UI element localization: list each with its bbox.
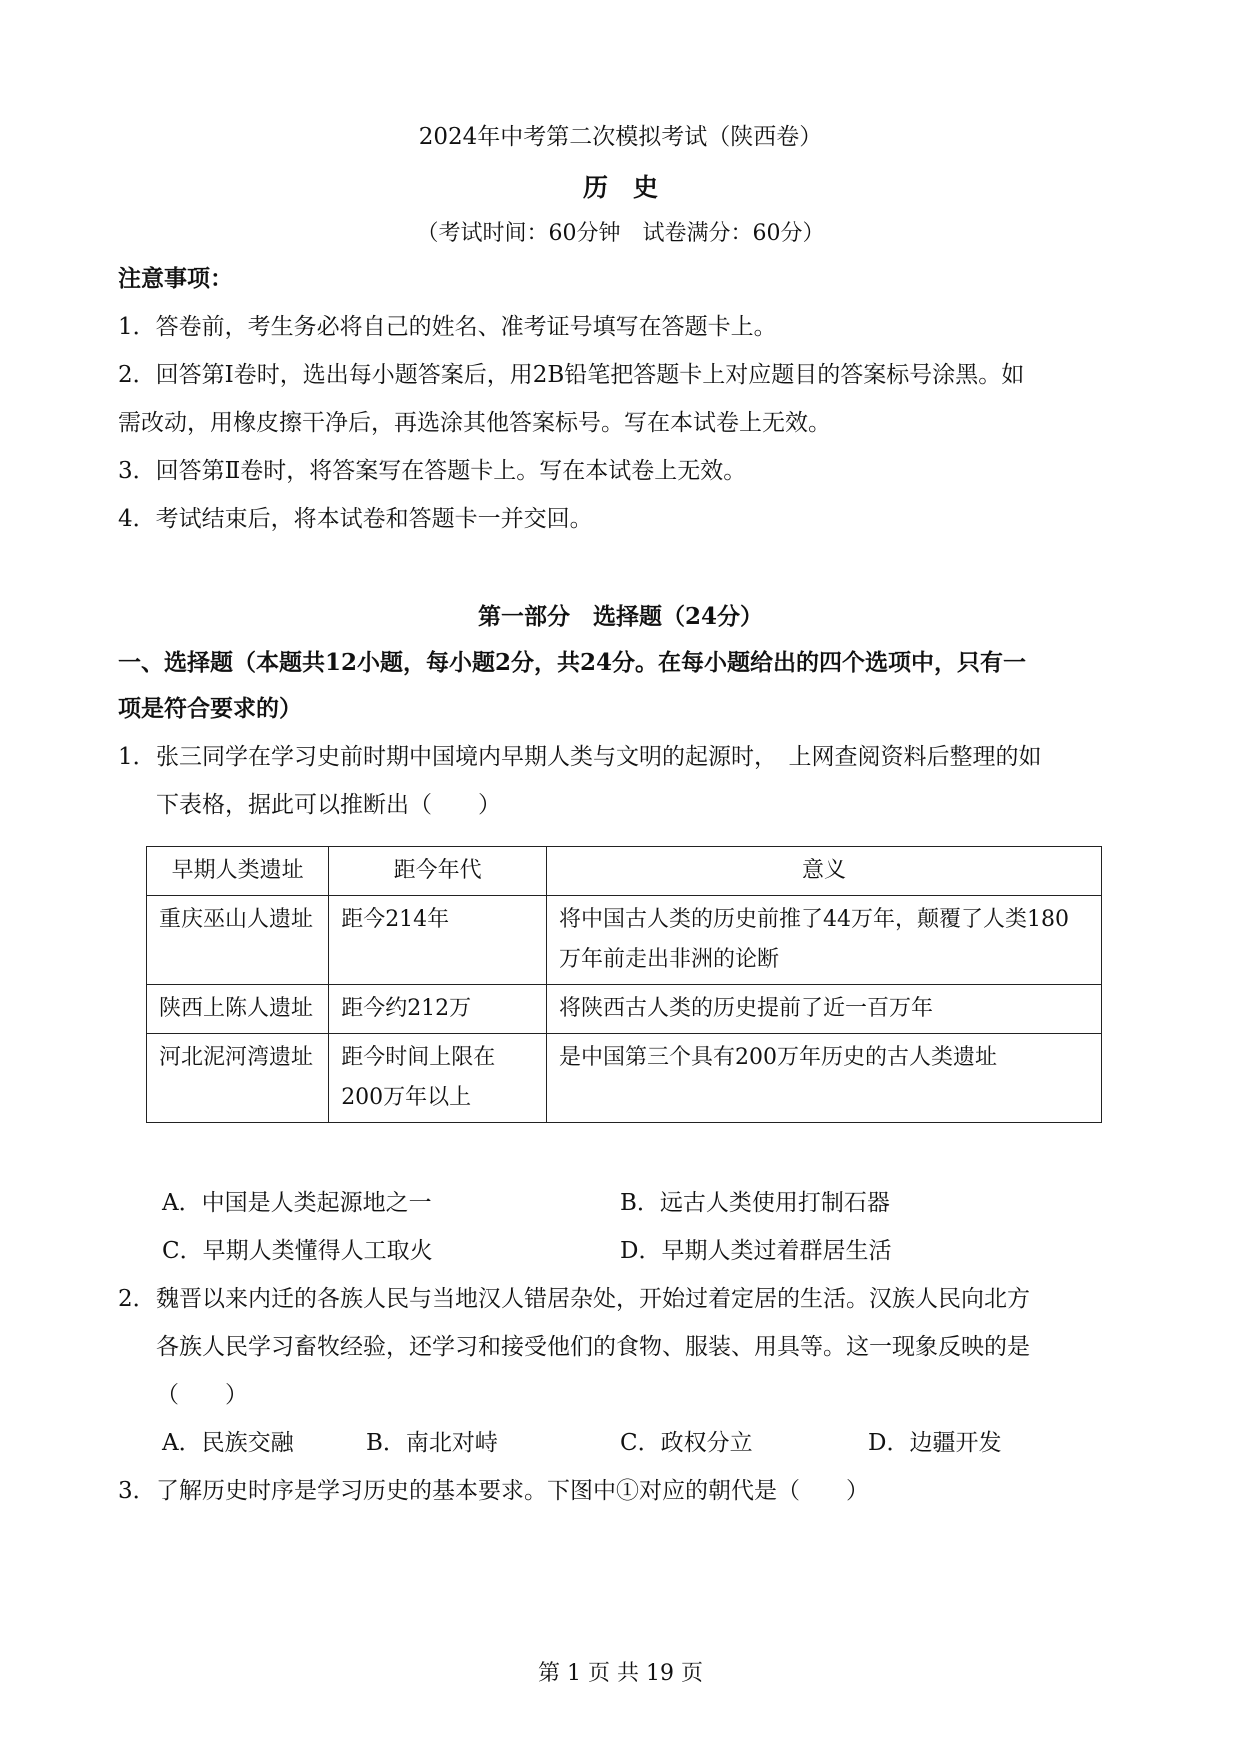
section-heading-cont: 项是符合要求的） xyxy=(118,695,302,722)
table-header: 距今年代 xyxy=(329,847,547,896)
page-footer: 第 1 页 共 19 页 xyxy=(538,1661,703,1686)
q2-option-b: B．南北对峙 xyxy=(366,1430,498,1456)
table-cell: 距今214年 xyxy=(329,896,547,985)
table-row xyxy=(147,1034,1102,1123)
question-3-text: 了解历史时序是学习历史的基本要求。下图中①对应的朝代是（ ） xyxy=(156,1478,869,1504)
q1-option-c: C．早期人类懂得人工取火 xyxy=(162,1238,433,1264)
table-cell: 距今时间上限在200万年以上 xyxy=(329,1034,547,1123)
notice-heading: 注意事项： xyxy=(118,265,233,292)
table-header-row xyxy=(147,847,1102,896)
q2-option-a: A．民族交融 xyxy=(162,1430,294,1456)
table-header: 早期人类遗址 xyxy=(147,847,329,896)
table-row xyxy=(147,896,1102,985)
exam-title: 2024年中考第二次模拟考试（陕西卷） xyxy=(418,124,823,150)
question-2-text-cont: 各族人民学习畜牧经验，还学习和接受他们的食物、服装、用具等。这一现象反映的是 xyxy=(156,1334,1030,1360)
table-cell: 将陕西古人类的历史提前了近一百万年 xyxy=(547,985,1102,1034)
section-heading: 一、选择题（本题共12小题，每小题2分，共24分。在每小题给出的四个选项中，只有一 xyxy=(118,649,1027,676)
question-number: 2． xyxy=(118,1286,156,1312)
table-row xyxy=(147,985,1102,1034)
table-cell: 重庆巫山人遗址 xyxy=(147,896,329,985)
subject-title: 历 史 xyxy=(582,173,658,202)
notice-item-4: 4．考试结束后，将本试卷和答题卡一并交回。 xyxy=(118,506,593,532)
question-1-text: 张三同学在学习史前时期中国境内早期人类与文明的起源时， 上网查阅资料后整理的如 xyxy=(156,744,1042,770)
table-cell: 陕西上陈人遗址 xyxy=(147,985,329,1034)
table-cell: 是中国第三个具有200万年历史的古人类遗址 xyxy=(547,1034,1102,1123)
question-number: 1． xyxy=(118,744,156,770)
notice-item-2: 2．回答第Ⅰ卷时，选出每小题答案后，用2B铅笔把答题卡上对应题目的答案标号涂黑。如 xyxy=(118,362,1025,388)
part-title: 第一部分 选择题（24分） xyxy=(477,603,763,630)
q2-option-d: D．边疆开发 xyxy=(868,1430,1002,1456)
table-header: 意义 xyxy=(547,847,1102,896)
question-1-text-cont: 下表格，据此可以推断出（ ） xyxy=(156,792,501,818)
sites-table xyxy=(146,846,1102,1123)
q1-option-b: B．远古人类使用打制石器 xyxy=(620,1190,890,1216)
q1-option-a: A．中国是人类起源地之一 xyxy=(162,1190,432,1216)
question-2-answer-blank: （ ） xyxy=(156,1382,248,1408)
table-cell: 距今约212万 xyxy=(329,985,547,1034)
notice-item-2-cont: 需改动，用橡皮擦干净后，再选涂其他答案标号。写在本试卷上无效。 xyxy=(118,410,831,436)
question-number: 3． xyxy=(118,1478,156,1504)
exam-info: （考试时间：60分钟 试卷满分：60分） xyxy=(416,221,825,246)
notice-item-3: 3．回答第Ⅱ卷时，将答案写在答题卡上。写在本试卷上无效。 xyxy=(118,458,747,484)
question-2-text: 魏晋以来内迁的各族人民与当地汉人错居杂处，开始过着定居的生活。汉族人民向北方 xyxy=(156,1286,1030,1312)
q1-option-d: D．早期人类过着群居生活 xyxy=(620,1238,892,1264)
q2-option-c: C．政权分立 xyxy=(620,1430,753,1456)
notice-item-1: 1．答卷前，考生务必将自己的姓名、准考证号填写在答题卡上。 xyxy=(118,314,777,340)
table-cell: 河北泥河湾遗址 xyxy=(147,1034,329,1123)
table-cell: 将中国古人类的历史前推了44万年，颠覆了人类180万年前走出非洲的论断 xyxy=(547,896,1102,985)
